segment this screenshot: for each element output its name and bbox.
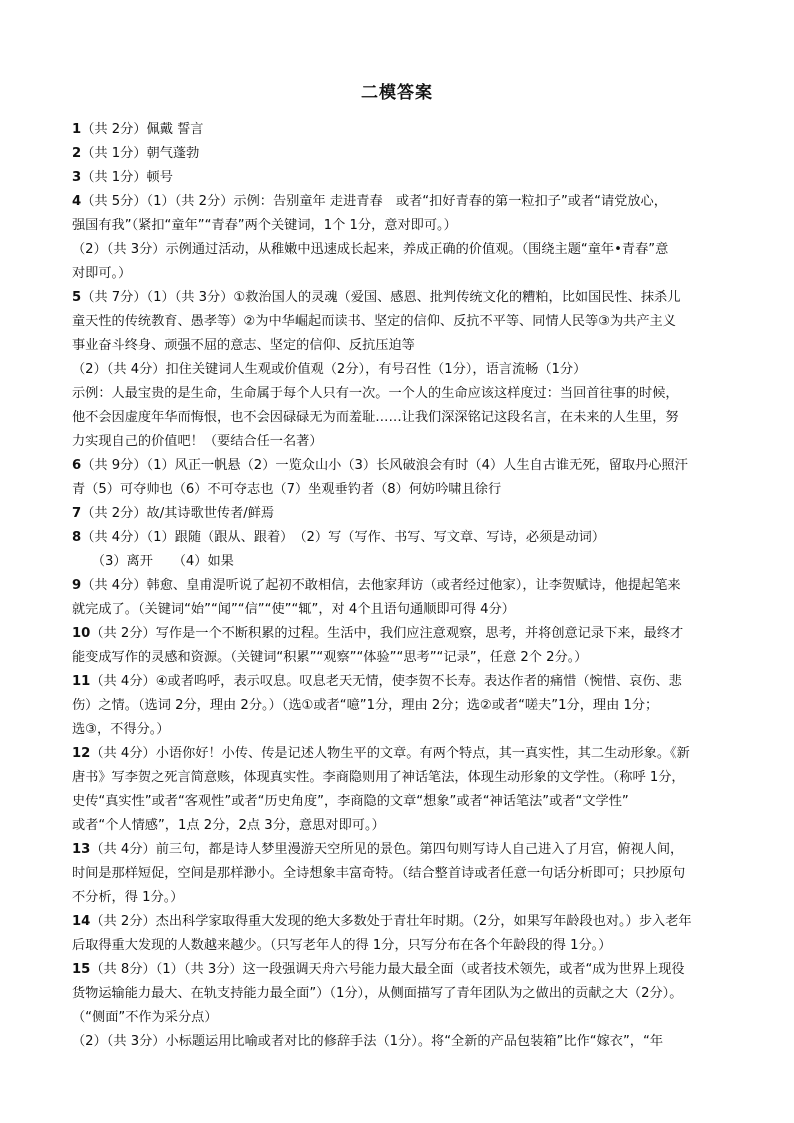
answer-text: （3）离开 （4）如果	[72, 554, 234, 569]
question-number: 1	[72, 122, 82, 137]
answer-text: （共 4分）小语你好！小传、传是记述人物生平的文章。有两个特点，其一真实性，其二生动形象。《新	[90, 746, 690, 761]
answer-text: 童天性的传统教育、愚孝等）②为中华崛起而读书、坚定的信仰、反抗不平等、同情人民等③为共产主义	[72, 314, 676, 329]
answer-item-11	[72, 672, 732, 692]
answer-text: 强国有我”（紧扣“童年”“青春”两个关键词，1个 1分，意对即可。）	[72, 218, 457, 233]
answer-text: 时间是那样短促，空间是那样渺小。全诗想象丰富奇特。（结合整首诗或者任意一句话分析即可；只抄原句	[72, 866, 686, 881]
answer-text: 能变成写作的灵感和资源。（关键词“积累”“观察”“体验”“思考”“记录”，任意 2个 2分。）	[72, 650, 588, 665]
answer-text: 就完成了。（关键词“始”“闻”“信”“使”“辄”，对 4个且语句通顺即可得 4分）	[72, 602, 515, 617]
answer-line	[72, 432, 732, 452]
answer-text: （2）（共 3分）小标题运用比喻或者对比的修辞手法（1分）。将“全新的产品包装箱”比作“嫁衣”，“年	[72, 1034, 664, 1049]
answer-text: （共 2分）杰出科学家取得重大发现的绝大多数处于青壮年时期。（2分，如果写年龄段也对。）步入老年	[90, 914, 692, 929]
answer-text: （共 2分）故/其诗歌世传者/鲜焉	[81, 506, 275, 521]
answer-item-10	[72, 624, 732, 644]
answer-item-4	[72, 192, 732, 212]
answer-text: （共 9分）（1）风正一帆悬（2）一览众山小（3）长风破浪会有时（4）人生自古谁无死，留取丹心照汗	[81, 458, 688, 473]
question-number: 12	[72, 746, 91, 761]
page-title: 二模答案	[361, 83, 433, 103]
question-number: 14	[72, 914, 91, 929]
answer-item-5	[72, 288, 732, 308]
answer-line	[72, 240, 732, 260]
answer-text: （共 2分）写作是一个不断积累的过程。生活中，我们应注意观察，思考，并将创意记录下来，最终才	[90, 626, 684, 641]
answer-line	[72, 408, 732, 428]
answer-line	[72, 336, 732, 356]
answer-line	[72, 264, 732, 284]
answer-item-3	[72, 168, 732, 188]
answer-text: 力实现自己的价值吧！（要结合任一名著）	[72, 434, 323, 449]
answer-text: （共 4分）韩愈、皇甫湜听说了起初不敢相信，去他家拜访（或者经过他家），让李贺赋诗，他提起笔来	[81, 578, 681, 593]
answer-text: （共 5分）（1）（共 2分）示例：告别童年 走进青春 或者“扣好青春的第一粒扣子”或者“请党放心，	[81, 194, 667, 209]
answer-line	[72, 888, 732, 908]
answer-item-8	[72, 528, 732, 548]
answer-text: 伤）之情。（选词 2分，理由 2分。）（选①或者“噫”1分，理由 2分；选②或者“嗟夫”1分，理由 1分；	[72, 698, 659, 713]
answer-line	[72, 792, 732, 812]
answer-text: 示例：人最宝贵的是生命，生命属于每个人只有一次。一个人的生命应该这样度过：当回首往事的时候，	[72, 386, 679, 401]
answer-item-7	[72, 504, 732, 524]
answer-line	[72, 1008, 732, 1028]
answer-item-12	[72, 744, 732, 764]
answer-text: 事业奋斗终身、顽强不屈的意志、坚定的信仰、反抗压迫等	[72, 338, 415, 353]
answer-line	[72, 720, 732, 740]
answer-text: （共 1分）朝气蓬勃	[81, 146, 200, 161]
answer-text: （“侧面”不作为采分点）	[72, 1010, 218, 1025]
answer-text: （共 1分）顿号	[81, 170, 173, 185]
question-number: 6	[72, 458, 82, 473]
question-number: 15	[72, 962, 91, 977]
answer-text: 对即可。）	[72, 266, 132, 281]
question-number: 8	[72, 530, 82, 545]
answer-item-14	[72, 912, 732, 932]
question-number: 2	[72, 146, 82, 161]
answer-text: （2）（共 3分）示例通过活动，从稚嫩中迅速成长起来，养成正确的价值观。（围绕主题“童年•青春”意	[72, 242, 669, 257]
answer-text: 唐书》写李贺之死言简意赅，体现真实性。李商隐则用了神话笔法，体现生动形象的文学性。（称呼 1分，	[72, 770, 685, 785]
answer-text: （共 4分）④或者呜呼，表示叹息。叹息老天无情，使李贺不长寿。表达作者的痛惜（惋惜、哀伤、悲	[90, 674, 682, 689]
answer-text: 不分析，得 1分。）	[72, 890, 184, 905]
answer-line	[72, 216, 732, 236]
answer-text: 选③，不得分。）	[72, 722, 170, 737]
answer-item-1	[72, 120, 732, 140]
answer-line	[72, 768, 732, 788]
answer-text: （共 7分）（1）（共 3分）①救治国人的灵魂（爱国、感恩、批判传统文化的糟粕，比如国民性、抹杀儿	[81, 290, 681, 305]
answer-text: 货物运输能力最大、在轨支持能力最全面”）（1分），从侧面描写了青年团队为之做出的贡献之大（2分）。	[72, 986, 683, 1001]
answer-text: （2）（共 4分）扣住关键词人生观或价值观（2分），有号召性（1分），语言流畅（1分）	[72, 362, 587, 377]
answer-line	[72, 1032, 732, 1052]
answer-text: 他不会因虚度年华而悔恨，也不会因碌碌无为而羞耻……让我们深深铭记这段名言，在未来的人生里，努	[72, 410, 679, 425]
question-number: 3	[72, 170, 82, 185]
question-number: 5	[72, 290, 82, 305]
answer-line	[72, 696, 732, 716]
answer-text: （共 4分）（1）跟随（跟从、跟着） （2）写（写作、书写、写文章、写诗，必须是动词）	[81, 530, 606, 545]
answer-line	[72, 480, 732, 500]
answer-item-15	[72, 960, 732, 980]
answer-text: （共 8分）（1）（共 3分）这一段强调天舟六号能力最大最全面（或者技术领先，或者“成为世界上现役	[90, 962, 685, 977]
question-number: 9	[72, 578, 82, 593]
question-number: 7	[72, 506, 82, 521]
answer-line	[72, 864, 732, 884]
answer-item-6	[72, 456, 732, 476]
question-number: 4	[72, 194, 82, 209]
answer-line	[72, 648, 732, 668]
question-number: 13	[72, 842, 91, 857]
answer-line	[72, 600, 732, 620]
answer-line	[72, 384, 732, 404]
answer-line	[72, 312, 732, 332]
answer-text: 或者“个人情感”，1点 2分，2点 3分，意思对即可。）	[72, 818, 385, 833]
answer-item-13	[72, 840, 732, 860]
answer-text: （共 2分）佩戴 誓言	[81, 122, 204, 137]
answer-text: 后取得重大发现的人数越来越少。（只写老年人的得 1分，只写分布在各个年龄段的得 1分。）	[72, 938, 612, 953]
question-number: 10	[72, 626, 91, 641]
answer-line	[72, 816, 732, 836]
answer-item-9	[72, 576, 732, 596]
question-number: 11	[72, 674, 91, 689]
answer-text: 史传“真实性”或者“客观性”或者“历史角度”，李商隐的文章“想象”或者“神话笔法”或者“文学性”	[72, 794, 629, 809]
answer-line	[72, 360, 732, 380]
answer-text: （共 4分）前三句，都是诗人梦里漫游天空所见的景色。第四句则写诗人自己进入了月宫，俯视人间，	[90, 842, 684, 857]
answer-text: 青（5）可夺帅也（6）不可夺志也（7）坐观垂钓者（8）何妨吟啸且徐行	[72, 482, 502, 497]
answer-item-2	[72, 144, 732, 164]
answer-line	[72, 552, 732, 572]
answer-line	[72, 936, 732, 956]
answer-line	[72, 984, 732, 1004]
